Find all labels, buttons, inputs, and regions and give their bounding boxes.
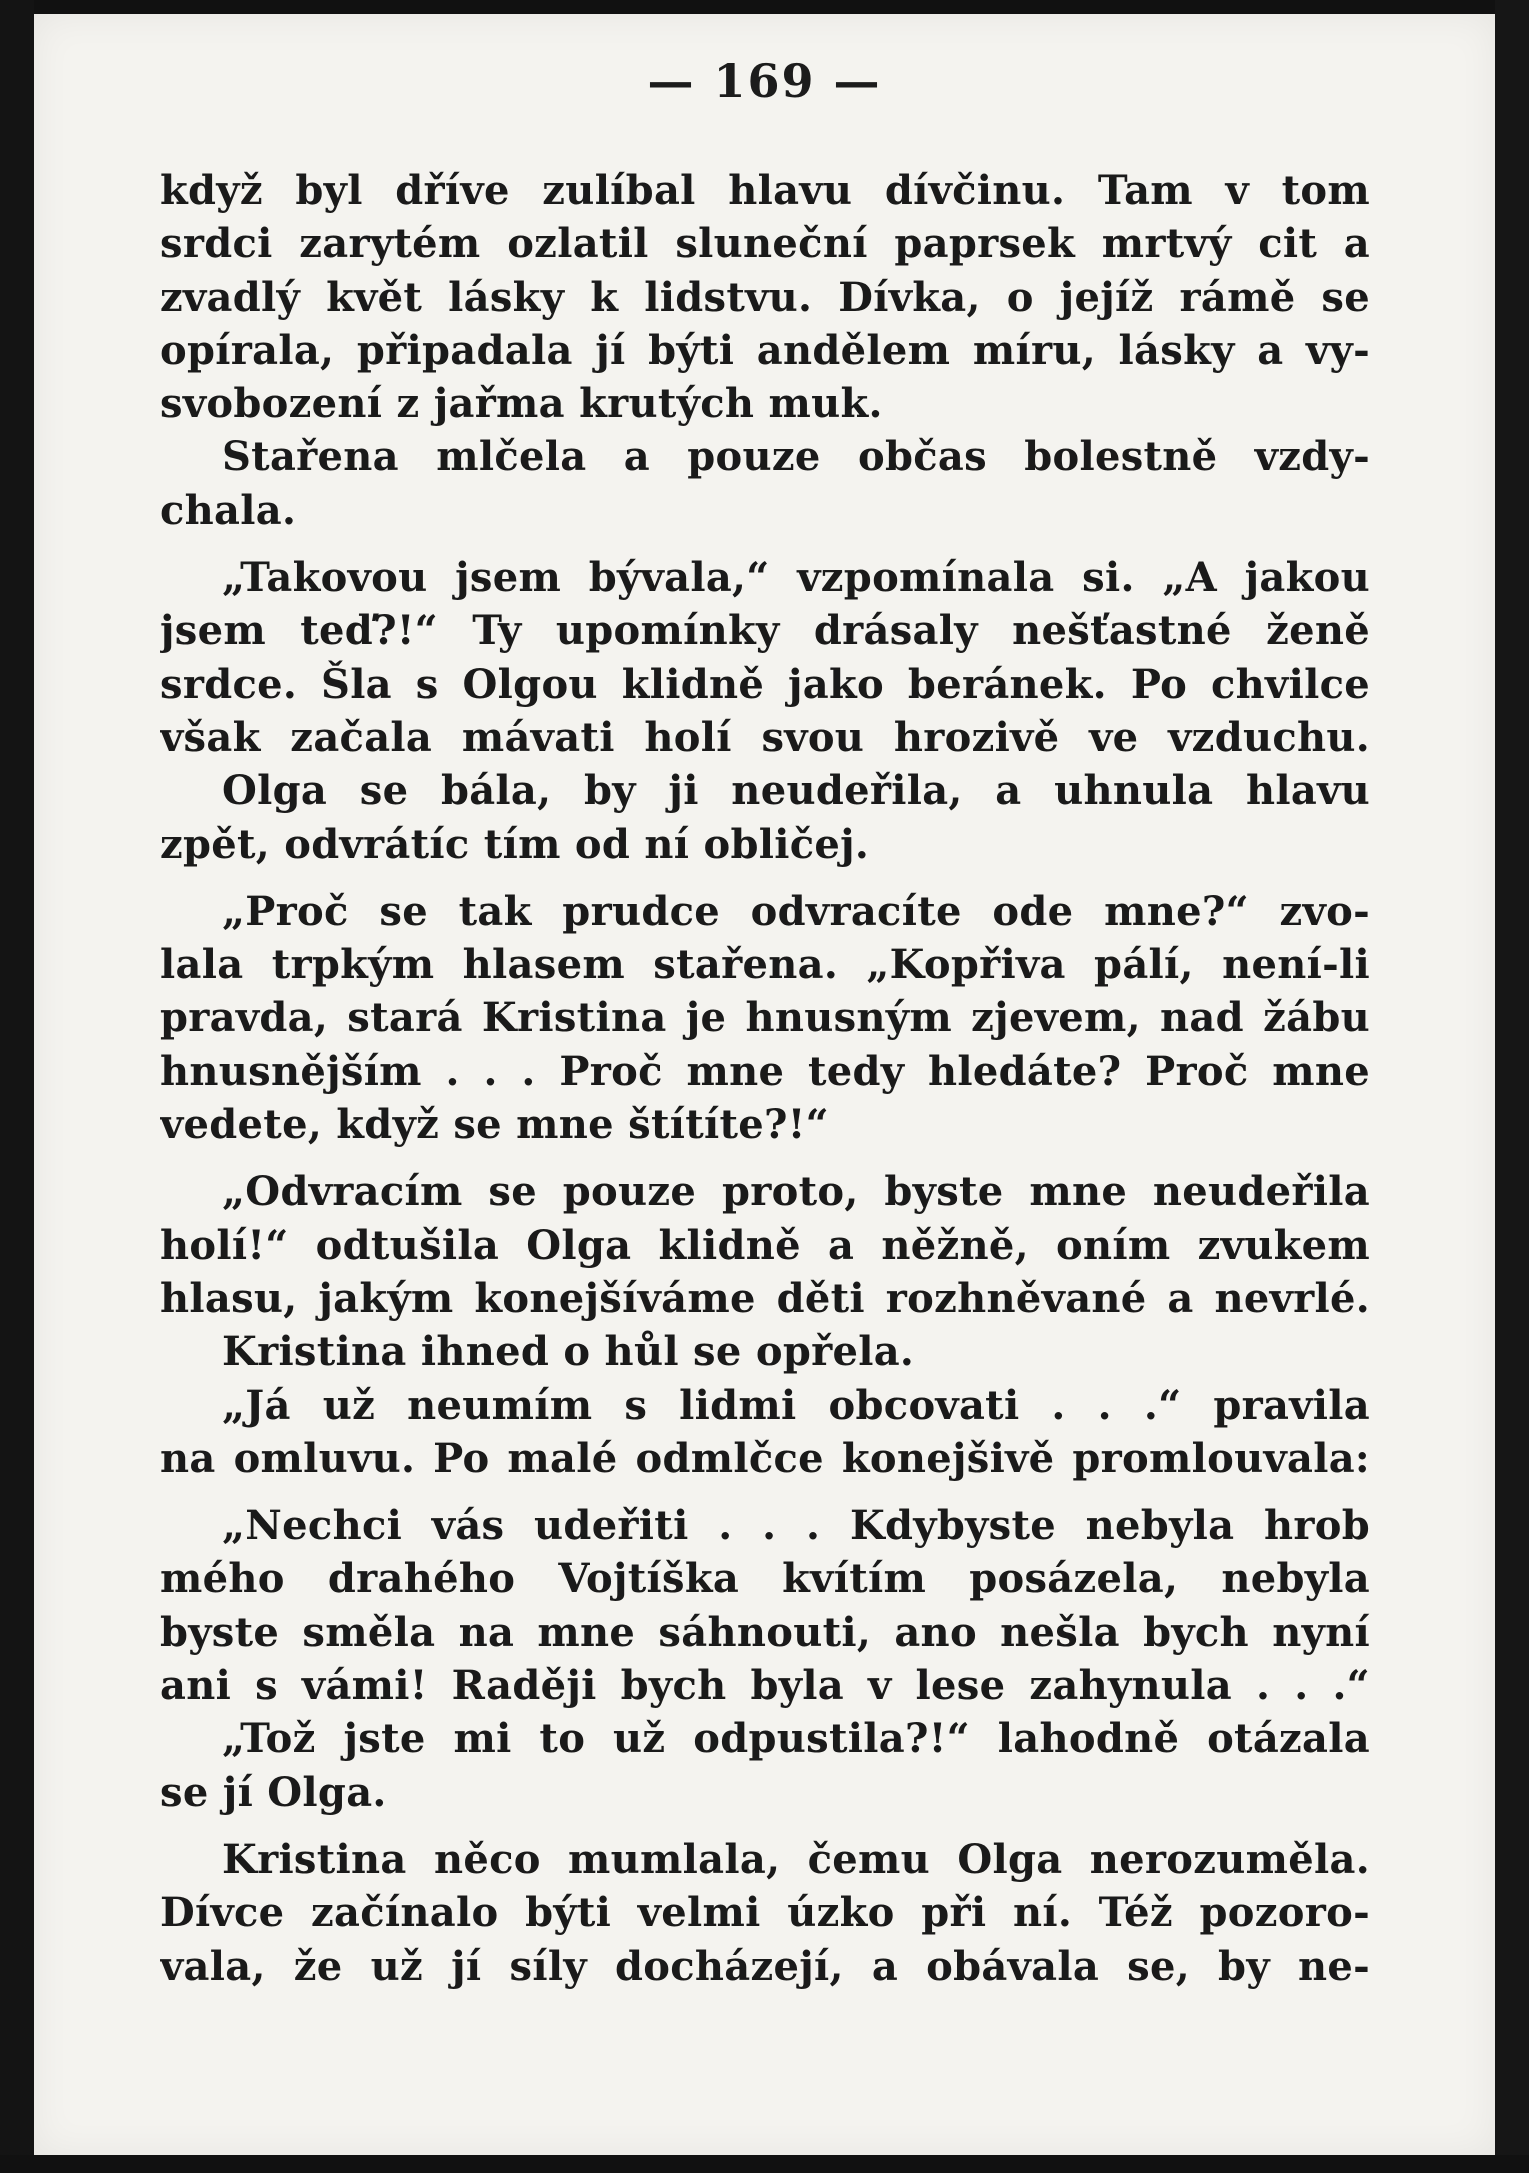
page-text [160,164,1370,1993]
text-line: lala trpkým hlasem stařena. „Kopřiva pálí, není-li [160,941,1370,989]
text-line: se jí Olga. [160,1768,387,1816]
text-line: „Já už neumím s lidmi obcovati . . .“ pravila [222,1381,1370,1429]
scan-border-right [1495,0,1529,2173]
text-line: jsem teď?!“ Ty upomínky drásaly nešťastné ženě [160,607,1370,655]
text-line: Kristina něco mumlala, čemu Olga nerozuměla. [222,1835,1370,1883]
text-line: ani s vámi! Raději bych byla v lese zahynula . . .“ [160,1662,1370,1710]
text-line: však začala mávati holí svou hrozivě ve vzduchu. [160,713,1370,761]
text-line: svobození z jařma krutých muk. [160,380,883,428]
text-line: pravda, stará Kristina je hnusným zjevem, nad žábu [160,994,1370,1042]
text-line: „Takovou jsem bývala,“ vzpomínala si. „A jakou [222,554,1370,602]
text-line: hnusnějším . . . Proč mne tedy hledáte? Proč mne [160,1047,1370,1095]
text-line: hlasu, jakým konejšíváme děti rozhněvané a nevrlé. [160,1274,1370,1322]
text-line: vala, že už jí síly docházejí, a obávala se, by ne- [160,1942,1370,1990]
page-number: — 169 — [647,54,882,108]
text-line: srdci zarytém ozlatil sluneční paprsek mrtvý cit a [160,220,1370,268]
text-line: Kristina ihned o hůl se opřela. [222,1328,915,1376]
text-line: Olga se bála, by ji neudeřila, a uhnula hlavu [222,767,1370,815]
text-line: Dívce začínalo býti velmi úzko při ní. Též pozoro- [160,1889,1370,1937]
scan-border-left [0,0,34,2173]
scan-border-top [0,0,1529,14]
text-line: na omluvu. Po malé odmlčce konejšivě promlouvala: [160,1434,1370,1482]
text-line: byste směla na mne sáhnouti, ano nešla bych nyní [160,1608,1370,1656]
text-line: „Nechci vás udeřiti . . . Kdybyste nebyla hrob [222,1502,1370,1550]
text-line: opírala, připadala jí býti andělem míru, lásky a vy- [160,326,1370,374]
text-line: vedete, když se mne štítíte?!“ [160,1101,829,1149]
text-line: srdce. Šla s Olgou klidně jako beránek. Po chvilce [160,660,1370,708]
text-line: holí!“ odtušila Olga klidně a něžně, oním zvukem [160,1221,1370,1269]
text-line: zvadlý květ lásky k lidstvu. Dívka, o jejíž rámě se [160,273,1370,321]
text-line: zpět, odvrátíc tím od ní obličej. [160,820,870,868]
text-line: „Proč se tak prudce odvracíte ode mne?“ zvo- [222,887,1370,935]
text-line: chala. [160,486,297,534]
text-line: když byl dříve zulíbal hlavu dívčinu. Tam v tom [160,167,1370,214]
text-line: „Tož jste mi to už odpustila?!“ lahodně otázala [222,1715,1370,1763]
text-line: „Odvracím se pouze proto, byste mne neudeřila [222,1168,1370,1216]
book-page [34,14,1495,2155]
scan-border-bottom [0,2155,1529,2173]
text-line: Stařena mlčela a pouze občas bolestně vzdy- [222,433,1370,481]
text-line: mého drahého Vojtíška kvítím posázela, nebyla [160,1555,1370,1603]
